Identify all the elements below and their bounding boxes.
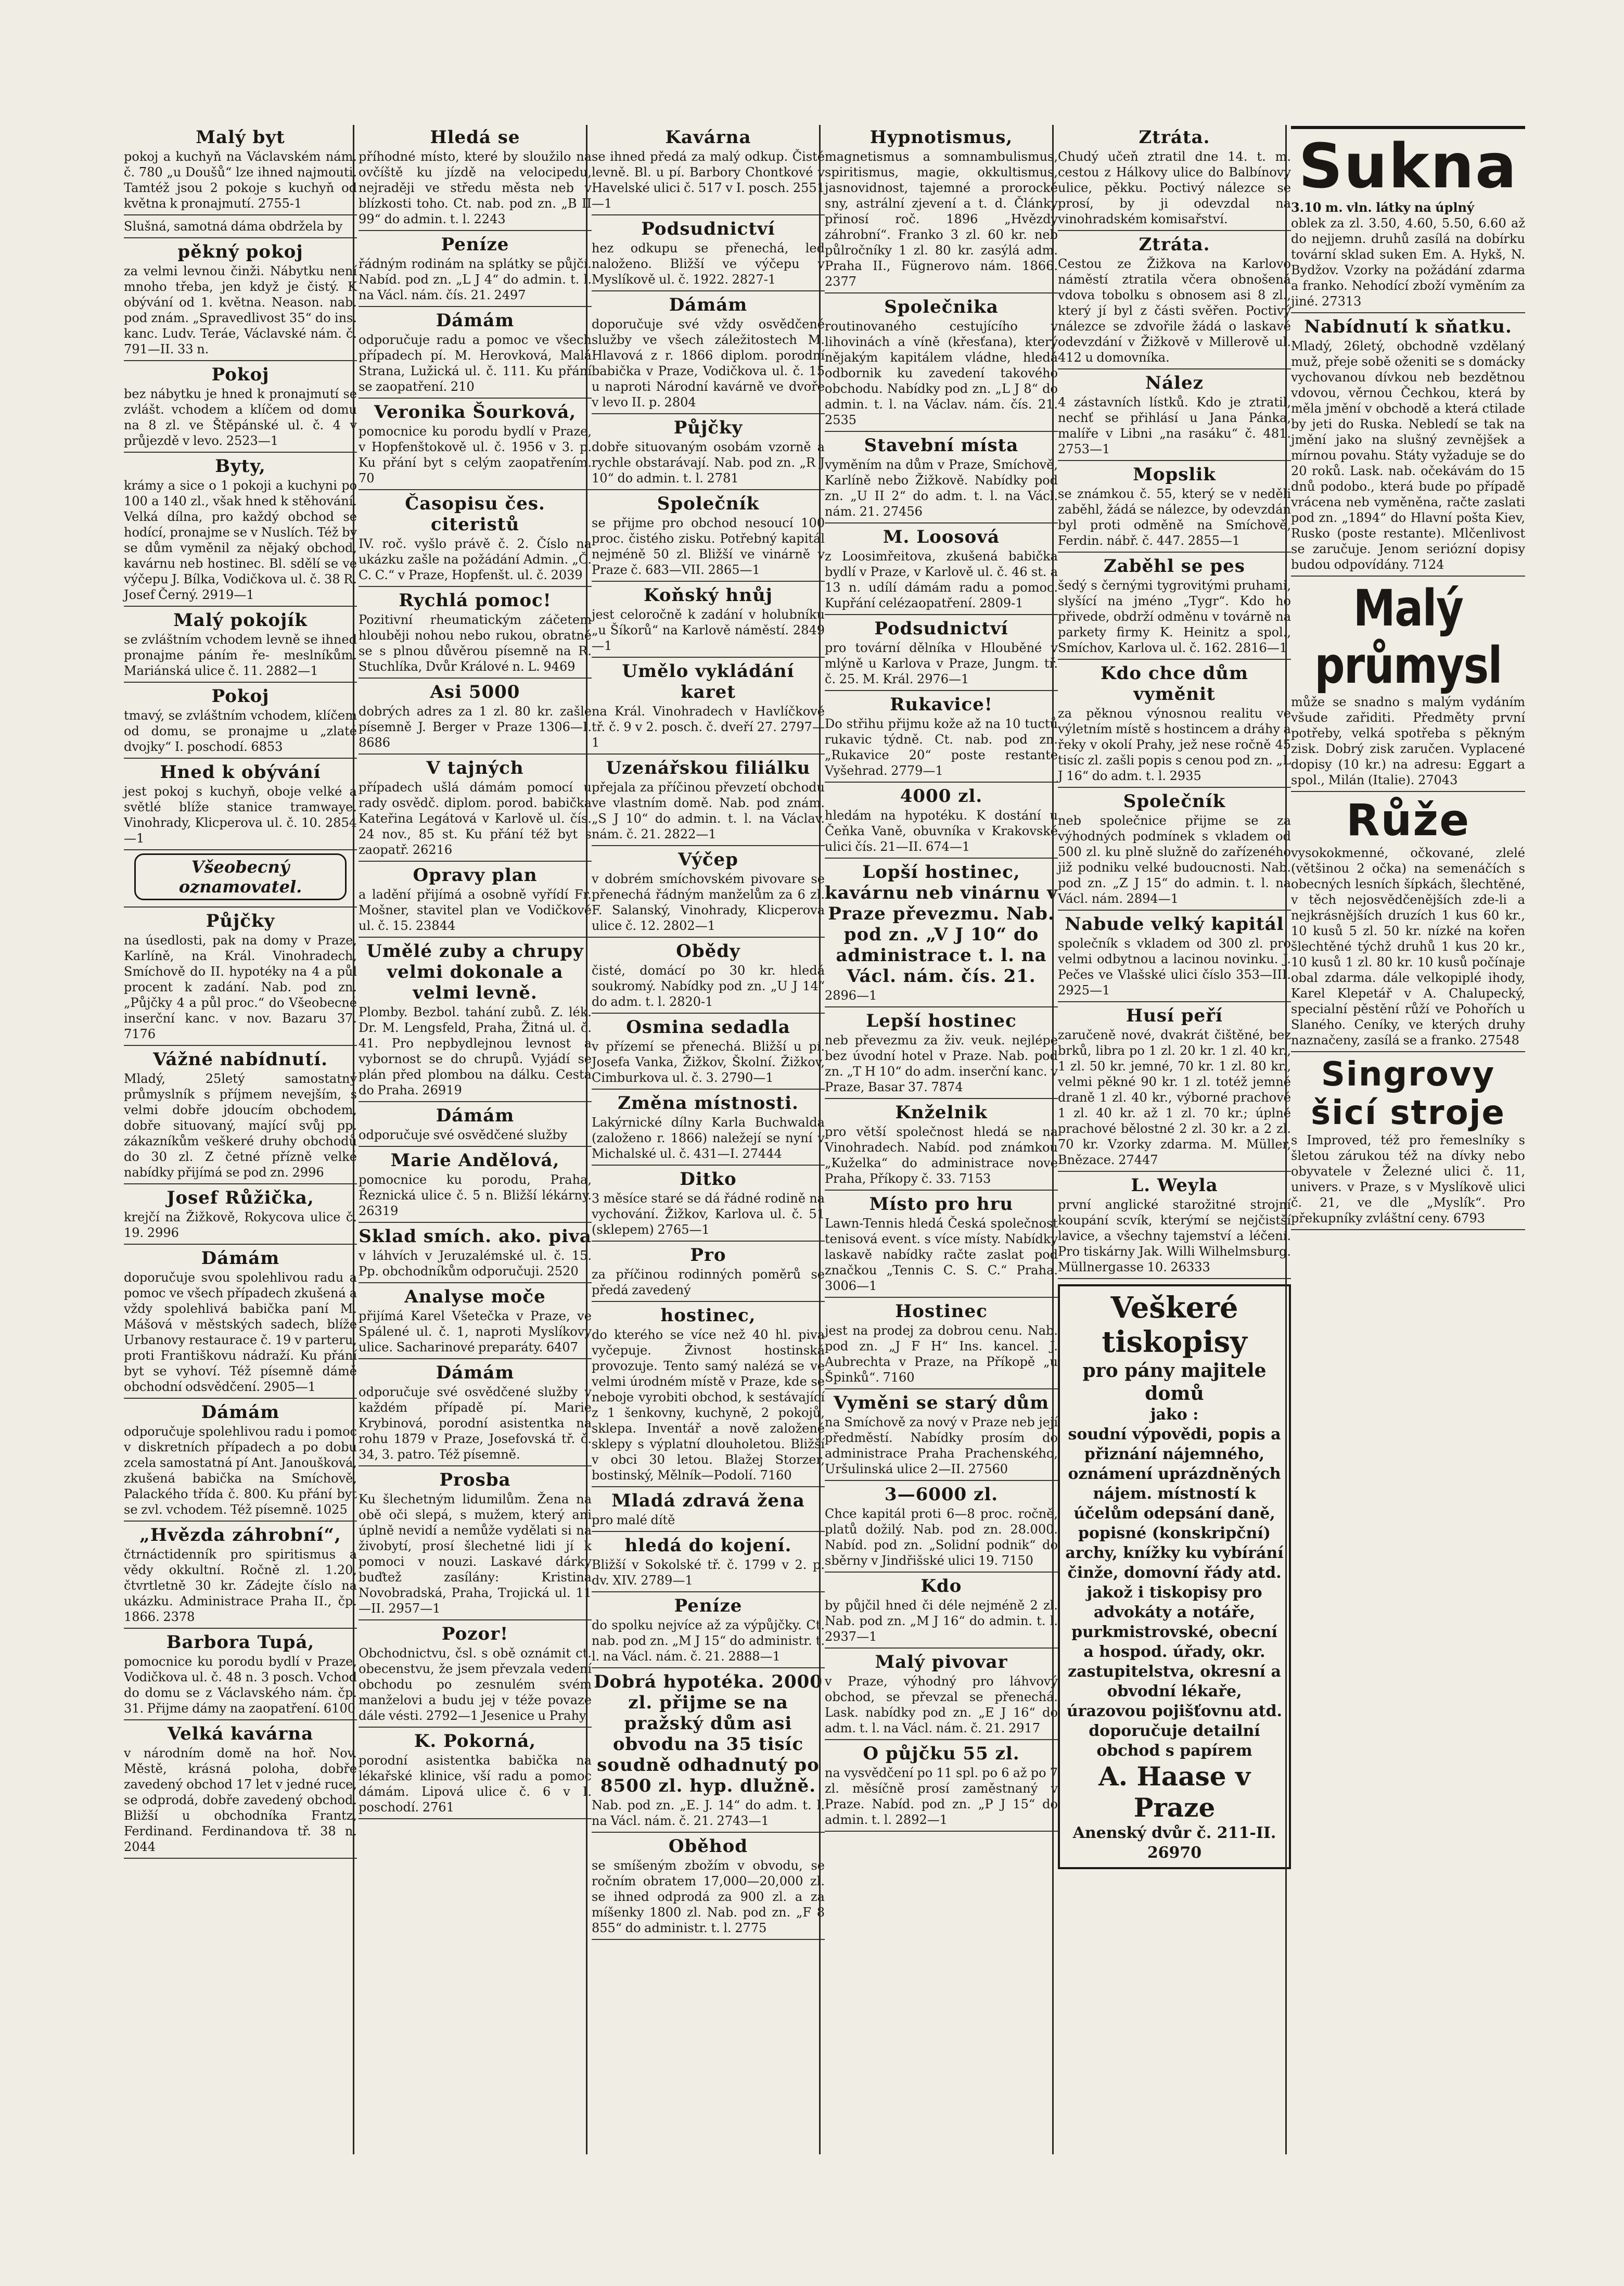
tiskopisy-line-2: jakož i tiskopisy pro: [1086, 1583, 1262, 1602]
classified-ad: [592, 1093, 825, 1166]
ad-heading: Výčep: [678, 849, 738, 870]
ad-body: vyměním na dům v Praze, Smíchově, Karlíně nebo Žižkově. Nabídky pod zn. „U II 2“ do adm. t. l. na Václ. nám. 21. 27456: [825, 457, 1058, 519]
tiskopisy-title: Veškeré tiskopisy: [1102, 1291, 1247, 1359]
ad-heading: Barbora Tupá,: [166, 1632, 315, 1653]
ad-body: Chudý učeň ztratil dne 14. t. m. cestou z Hálkovy ulice do Balbínovy ulice, pěkku. Poctivý nálezce se prosí, by ji odevzdal na vinohradském komisařství.: [1058, 149, 1291, 226]
ad-body: v dobrém smíchovském pivovare se přenechá řádným manželům za 6 zl. F. Salanský, Vinohrady, Klicperova ulice č. 12. 2802—1: [592, 872, 825, 933]
ad-body: doporučuje své vždy osvědčené služby ve všech záležitostech M. Hlavová z r. 1866 diplom. porodní babička v Praze, Vodičkova ul. č. 15 u naproti Národní kavárně ve dvoře v levo II. p. 2804: [592, 317, 825, 410]
classified-ad: [592, 849, 825, 938]
tiskopisy-subtitle: pro pány majitele domů: [1082, 1360, 1267, 1404]
ad-heading: Mladá zdravá žena: [611, 1490, 805, 1511]
ad-heading: Hostinec: [895, 1301, 988, 1322]
ad-body: čtrnáctidenník pro spiritismus a vědy okkultní. Ročně zl. 1.20, čtvrtletně 30 kr. Zádejte číslo na ukázku. Administrace Praha II., čp. 1866. 2378: [124, 1547, 357, 1624]
ad-body: z Loosimřeitova, zkušená babička bydlí v Praze, v Karlově ul. č. 46 st. a 13 n. udílí dámám radu a pomoc. Kupřání celézaopatření. 2809-1: [825, 549, 1058, 610]
classified-ad: [359, 1624, 592, 1728]
classified-ad: [359, 1362, 592, 1466]
classified-ad: [592, 1490, 825, 1532]
ad-heading: Peníze: [441, 234, 509, 255]
ad-body: do spolku nejvíce až za výpůjčky. Ct. nab. pod zn. „M J 15“ do administr. t. l. na Václ. nám. č. 21. 2888—1: [592, 1618, 825, 1664]
ad-body: odporučuje radu a pomoc ve všech případech pí. M. Herovková, Malá Strana, Lužická ul. č. 111. Ku přání se zaopatření. 210: [359, 333, 592, 394]
ad-heading: Ztráta.: [1139, 127, 1210, 148]
classified-ad: [825, 527, 1058, 615]
ad-heading: Uzenářskou filiálku: [606, 758, 811, 778]
ad-body: se přijme pro obchod nesoucí 100 proc. čistého zisku. Potřebný kapitál nejméně 50 zl. Bližší ve vinárně v Praze č. 683—VII. 2865—1: [592, 516, 825, 577]
ad-body: na Smíchově za nový v Praze neb její předměstí. Nabídky prosím do administrace Praha Prachenského, Uršulinská ulice 2—II. 27560: [825, 1415, 1058, 1476]
classified-ad: [592, 219, 825, 291]
ad-heading: Josef Růžička,: [167, 1187, 314, 1208]
ad-body: pro tovární dělníka v Hlouběné v mlýně u Karlova v Praze, Jungm. tř. č. 25. M. Král. 2976—1: [825, 641, 1058, 686]
tiskopisy-line-3: advokáty a notáře, purkmistrovské, obecní a hospod. úřady, okr. zastupitelstva, okresní a obvodní lékaře, úrazovou pojišťovnu atd.: [1066, 1603, 1282, 1720]
ad-body: pro větší společnost hledá se na Vinohradech. Nabíd. pod známkou „Kuželka“ do administrace nove Praha, Příkopy č. 33. 7153: [825, 1125, 1058, 1186]
ad-body: s Improved, též pro řemeslníky s šletou zárukou též na dívky nebo obyvatele v Železné ulici č. 11, univers. v Praze, s v Myslíkově ulici č. 21, ve dle „Myslík“. Pro překupníky zvláštní ceny. 6793: [1291, 1133, 1525, 1225]
ad-heading: Kavárna: [665, 127, 751, 148]
tiskopisy-signature: A. Haase v Praze: [1098, 1761, 1251, 1823]
ad-body: Pozitivní rheumatickým záčetem hlouběji nohou nebo rukou, obratně se s plnou důvěrou písemně na R. Stuchlíka, Dvůr Králové n. L. 9469: [359, 612, 592, 674]
ad-heading: Hledá se: [430, 127, 520, 148]
ad-body: magnetismus a somnambulismus, spiritismus, magie, okkultismus, jasnovidnost, tajemné a prorocké sny, astrální zjevení a t. d. Články přinosí roč. 1896 „Hvězdy záhrobní“. Franko 3 zl. 60 kr. neb půlročníky 1 zl. 80 kr. zasýlá adm. Praha II., Fügnerovo nám. 1866. 2377: [825, 149, 1058, 289]
column-2: [353, 125, 596, 2154]
ad-heading: Sklad smích. ako. piva: [359, 1226, 592, 1247]
classified-ad: [592, 295, 825, 414]
ad-body: Ku šlechetným lidumilům. Žena na obě oči slepá, s mužem, který ani úplně nevidí a nemůže vydělati si na živobytí, prosí šlechetné lidi jí k pomoci v nouzi. Laskavé dárky buďtež zasílány: Kristina Novobradská, Praha, Trojická ul. 11—II. 2957—1: [359, 1492, 592, 1616]
ad-body: odporučuje spolehlivou radu i pomoc v diskretních případech a po dobu zcela samostatná pí Ant. Janoušková, zkušená babička na Smíchově, Palackého třída č. 800. Ku přání byt se zvl. vchodem. Též písemně. 1025: [124, 1424, 357, 1517]
classified-ad: [1058, 1005, 1291, 1172]
classified-ad: [359, 1286, 592, 1359]
ad-heading: Velká kavárna: [167, 1723, 314, 1744]
ad-heading: Mopslik: [1133, 464, 1216, 485]
ad-body: v přízemí se přenechá. Bližší u pí. Josefa Vanka, Žižkov, Školní. Žižkov, Cimburkova ul. č. 3. 2790—1: [592, 1039, 825, 1085]
ad-body: hledám na hypotéku. K dostání u Čeňka Vaně, obuvníka v Krakovské ulici čís. 21—II. 674—1: [825, 808, 1058, 854]
ad-heading: Stavební místa: [864, 435, 1019, 456]
ad-heading: Husí peří: [1126, 1005, 1223, 1026]
ad-heading: Dámám: [669, 295, 748, 315]
sukna-rule: [1291, 126, 1525, 129]
ad-body: za příčinou rodinných poměrů se předá zavedený: [592, 1267, 825, 1297]
ad-heading: Společník: [1123, 791, 1226, 812]
ad-heading: Veronika Šourková,: [374, 402, 577, 423]
ad-body: jest pokoj s kuchyň, oboje velké a světlé blíže stanice tramwaye. Vinohrady, Klicperova ul. č. 10. 2854—1: [124, 784, 357, 846]
ad-heading: Oběhod: [668, 1836, 748, 1857]
ad-body: se ihned předá za malý odkup. Čisté levně. Bl. u pí. Barbory Chontkové v Havelské ulici č. 517 v I. posch. 2551—1: [592, 149, 825, 211]
classified-ad: [124, 1525, 357, 1629]
classified-ad: [592, 1245, 825, 1302]
classified-ad: [592, 417, 825, 490]
classified-ad: [825, 1484, 1058, 1573]
ad-body: může se snadno s malým vydáním všude zařiditi. Předměty první potřeby, velká spotřeba s pěkným zisk. Dobrý zisk zaručen. Vyplacené dopisy (10 kr.) na adresu: Eggart a spol., Milán (Italie). 27043: [1291, 695, 1525, 787]
classified-ad: [124, 219, 357, 238]
ad-heading: Zaběhl se pes: [1104, 556, 1245, 577]
classified-ad: [825, 435, 1058, 523]
column-1: [120, 125, 361, 2154]
ad-body: bez nábytku je hned k pronajmutí se zvlášt. vchodem a klíčem od domu na 8 zl. ve Štěpánské ul. č. 4 v průjezdě v levo. 2523—1: [124, 387, 357, 448]
ad-heading: Osmina sedadla: [626, 1017, 790, 1038]
classified-ad: [124, 1402, 357, 1522]
sukna-heading: Sukna: [1298, 130, 1518, 202]
classified-ad: [124, 364, 357, 453]
classified-ad: [592, 758, 825, 846]
ad-body: šedý s černými tygrovitými pruhami, slyšící na jméno „Tygr“. Kdo ho přivede, obdrží odměnu v továrně na parkety firmy K. Heinitz a spol., Smíchov, Karlova ul. č. 162. 2816—1: [1058, 578, 1291, 655]
ad-heading: Pro: [690, 1245, 726, 1266]
ad-body: pomocnice ku porodu bydlí v Praze, Vodičkova ul. č. 48 n. 3 posch. Vchod do domu se z Václavského nám. čp. 31. Přijme dámy na zaopatření. 6100: [124, 1654, 357, 1716]
ad-body: Bližší v Sokolské tř. č. 1799 v 2. p. dv. XIV. 2789—1: [592, 1557, 825, 1588]
classified-ad: [359, 941, 592, 1102]
ad-heading: Peníze: [674, 1595, 743, 1616]
ad-body: IV. roč. vyšlo právě č. 2. Číslo na ukázku zašle na požádání Admin. „Č. C. C.“ v Praze, Hopfenšt. ul. č. 2039: [359, 537, 592, 582]
ad-heading: Dámám: [201, 1248, 280, 1269]
ad-maly-prumysl: [1291, 694, 1525, 792]
classified-ad: [1058, 914, 1291, 1002]
ad-heading: Malý byt: [196, 127, 285, 148]
classified-ad: [825, 127, 1058, 293]
classified-ad: [1058, 234, 1291, 369]
classified-ad: [124, 456, 357, 607]
ad-heading: Knželnik: [895, 1102, 988, 1123]
ad-body: Lawn-Tennis hledá Česká společnost tenisová event. s více místy. Nabídky laskavě nabídky račte zaslat pod značkou „Tennis C. S. C.“ Praha. 3006—1: [825, 1216, 1058, 1293]
ad-body: 3 měsíce staré se dá řádné rodině na vychování. Žižkov, Karlova ul. č. 51 (sklepem) 2765—1: [592, 1191, 825, 1237]
singrovy-heading: Singrovy šicí stroje: [1311, 1055, 1505, 1132]
ad-heading: Nález: [1145, 373, 1204, 393]
ad-body: krámy a sice o 1 pokoji a kuchyni po 100 a 140 zl., však hned k stěhování. Velká dílna, pro každý obchod se hodící, pronajme se v Nuslích. Též by se dům vyměnil za nějaký obchod, kavárnu neb hostinec. Bl. sdělí se ve výčepu J. Bílka, Vodičkova ul. č. 38 R. Josef Černý. 2919—1: [124, 478, 357, 602]
classified-ad: [1058, 556, 1291, 660]
ad-heading: Pokoj: [211, 686, 270, 707]
ad-body: Lakýrnické dílny Karla Buchwalda (založeno r. 1866) naležejí se nyní v Michalské ul. č. 431—I. 27444: [592, 1115, 825, 1161]
ad-heading: Malý pivovar: [875, 1652, 1008, 1672]
ad-body: pro malé dítě: [592, 1513, 675, 1527]
classified-ad: [592, 127, 825, 215]
classified-ad: [592, 1671, 825, 1833]
ad-body: vysokokmenné, očkované, zlelé (většinou 2 očka) na semenáčích s obecných lesních šípkách, šlechtěné, v těch nejosvědčenějších zde-li a nejkrásnějších druzích 1 kus 60 kr., 10 kusů 5 zl. 50 kr. nízké na kořen šlechtěné týchž druhů 1 kus 20 kr., 10 kusů 1 zl. 80 kr. 10 kusů počínaje obal zdarma. dále velkopiplé ihody, Karel Klepetář v A. Chalupecký, specialní pěstění růží ve Pohořích u Slaného. Ceníky, ve kterých druhy naznačeny, zasílá se a franko. 27548: [1291, 846, 1525, 1048]
ad-heading: K. Pokorná,: [414, 1731, 536, 1752]
ad-heading: pěkný pokoj: [177, 241, 303, 262]
classified-ad: [359, 1105, 592, 1147]
classified-ad: [592, 1535, 825, 1592]
ad-body: jest celoročně k zadání v holubníku „u Šíkorů“ na Karlově náměstí. 2849—1: [592, 607, 825, 653]
ad-heading: Lepší hostinec: [866, 1011, 1017, 1031]
ad-body: Obchodnictvu, čsl. s obě oznámit ct. obecenstvu, že jsem převzala vedení obchodu po zesnulém svém manželovi a budu jej v téže povaze dále vésti. 2792—1 Jesenice u Prahy.: [359, 1646, 592, 1723]
classified-ad: [825, 1011, 1058, 1099]
ad-body: pomocnice ku porodu, Praha, Řeznická ulice č. 5 n. Bližší lékárny. 26319: [359, 1172, 592, 1218]
ad-body: zaručeně nové, dvakrát čištěné, bez brků, libra po 1 zl. 20 kr. 1 zl. 40 kr., 1 zl. 50 kr. jemné, 70 kr. 1 zl. 80 kr., velmi pěkné 90 kr. 1 zl. totéž jemné draně 1 zl. 40 kr., výborné prachové 1 zl. 40 kr. až 1 zl. 70 kr.; úplně prachové bělostné 2 zl. 30 kr. a 2 zl. 70 kr. Vzorky zdarma. M. Müller, Bnězace. 27447: [1058, 1028, 1291, 1167]
ad-body: Chce kapitál proti 6—8 proc. ročně, platů dožilý. Nab. pod zn. 28.000. Nabíd. pod zn. „Solidní podnik“ do sběrny v Jindřišské ulici 19. 7150: [825, 1506, 1058, 1568]
classified-ad: [825, 1743, 1058, 1832]
ad-body: v národním domě na hoř. Nov. Městě, krásná poloha, dobře zavedený obchod 17 let v jedné ruce, se odprodá, dobře zavedený obchod. Bližší u obchodníka Frantz, Ferdinand. Ferdinandova tř. 38 n. 2044: [124, 1746, 357, 1854]
ad-body: společník s vkladem od 300 zl. pro velmi odbytnou a lacinou novinku. J. Pečes ve Vlašské ulici číslo 353—III. 2925—1: [1058, 936, 1291, 998]
ad-heading: Marie Andělová,: [390, 1150, 560, 1171]
classified-ad: [825, 1393, 1058, 1481]
ad-heading: Půjčky: [673, 417, 743, 438]
tiskopisy-ad: [1058, 1284, 1291, 1869]
ad-heading: hledá do kojení.: [624, 1535, 792, 1556]
ad-heading: Místo pro hru: [869, 1194, 1014, 1215]
ad-body: za velmi levnou činži. Nábytku není mnoho třeba, jen když je čistý. K obývání od 1. května. Neason. nab. pod znám. „Spravedlivost 35“ do ins. kanc. Ludv. Teráe, Václavské nám. č. 791—II. 33 n.: [124, 264, 357, 356]
ad-body: za pěknou výnosnou realitu ve výletním místě s hostincem a dráhy a řeky v okolí Prahy, jež nese ročně 45 tisíc zl. zašli popis s cenou pod zn. „L J 16“ do adm. t. l. 2935: [1058, 706, 1291, 783]
classified-ad: [124, 853, 357, 908]
ad-heading: Pokoj: [211, 364, 270, 385]
ad-body: přijímá Karel Všetečka v Praze, ve Spálené ul. č. 1, naproti Myslíkovy ulice. Sacharinové preparáty. 6407: [359, 1309, 592, 1355]
ad-body: se smíšeným zbožím v obvodu, se ročním obratem 17,000—20,000 zl. se ihned odprodá za 900 zl. a za míšenky 1800 zl. Nab. pod zn. „F 8 855“ do administr. t. l. 2775: [592, 1858, 825, 1935]
classified-ad: [124, 1187, 357, 1245]
classified-ad: [1058, 464, 1291, 553]
ad-heading: Ditko: [680, 1169, 737, 1190]
newspaper-page: [120, 125, 1525, 2154]
ad-body: v láhvích v Jeruzalémské ul. č. 15. Pp. obchodníkům odporučuji. 2520: [359, 1248, 592, 1279]
classified-ad: [825, 786, 1058, 859]
ad-heading: Analyse moče: [404, 1286, 546, 1307]
ad-heading: Dámám: [201, 1402, 280, 1423]
ad-body: neb společnice přijme se za výhodných podmínek s vkladem od 500 zl. ku plně služně do zařízeného již podniku velké budoucnosti. Nab. pod zn. „Z J 15“ do admin. t. l. na Václ. nám. 2894—1: [1058, 813, 1291, 906]
classified-ad: [359, 310, 592, 399]
classified-ad: [1058, 663, 1291, 788]
ad-body: routinovaného cestujícího v lihovinách a víně (křesťana), který nějakým kapitálem vládne, hledá odbornik ku zavedení takového obchodu. Nabídky pod zn. „L J 8“ do admin. t. l. na Václav. nám. čís. 21. 2535: [825, 319, 1058, 427]
classified-ad: [592, 585, 825, 658]
ad-body: případech ušlá dámám pomocí u rady osvědč. diplom. porod. babička Kateřina Legátová v Karlově ul. čís. 24 nov., 85 st. Ku přání též byt s zaopatř. 26216: [359, 780, 592, 857]
ad-heading: Dámám: [436, 1362, 515, 1383]
ad-heading: Ztráta.: [1139, 234, 1210, 255]
classified-ad: [592, 1169, 825, 1242]
classified-ad: [359, 234, 592, 307]
tiskopisy-line-4: doporučuje detailní obchod s papírem: [1089, 1722, 1260, 1760]
classified-ad: [825, 1301, 1058, 1389]
classified-ad: [592, 1305, 825, 1487]
ad-heading: Časopisu čes. citeristů: [405, 493, 545, 535]
ad-body: hez odkupu se přenechá, led naloženo. Bližší ve výčepu v Myslíkově ul. č. 1922. 2827-1: [592, 241, 825, 287]
classified-ad: [592, 1595, 825, 1668]
ad-singrovy: [1291, 1132, 1525, 1230]
ad-heading: Podsudnictví: [874, 618, 1008, 639]
ad-heading: Vyměni se starý dům: [833, 1393, 1050, 1413]
classified-ad: [825, 618, 1058, 691]
classified-ad: [124, 127, 357, 215]
ad-body: pomocnice ku porodu bydlí v Praze, v Hopfenštokově ul. č. 1956 v 3. p. Ku přání byt s celým zaopatřením. 70: [359, 424, 592, 486]
ad-body: porodní asistentka babička na lékařské klinice, vší radu a pomoc dámám. Lipová ulice č. 6 v I. poschodí. 2761: [359, 1753, 592, 1815]
ad-heading: Podsudnictví: [641, 219, 775, 239]
ad-heading: Dámám: [436, 310, 515, 331]
ad-body: čisté, domácí po 30 kr. hledá soukromý. Nabídky pod zn. „U J 14“ do adm. t. l. 2820-1: [592, 963, 825, 1009]
ad-heading: Opravy plan: [413, 865, 538, 886]
ad-body: doporučuje svou spolehlivou radu a pomoc ve všech případech zkušená a vždy spolehlivá babička paní M. Mášová v městských sadech, blíže Urbanovy restaurace č. 19 v parteru, proti Františkovu nádraží. Ku přání byt se vyhoví. Též písemně dámě obchodní odsvědčení. 2905—1: [124, 1270, 357, 1394]
classified-ad: [1058, 127, 1291, 231]
ad-heading: Obědy: [676, 941, 740, 962]
ad-body: tmavý, se zvláštním vchodem, klíčem od domu, se pronajme u „zlaté dvojky“ I. poschodí. 6853: [124, 708, 357, 754]
classified-ad: [592, 493, 825, 582]
ad-body: přejala za příčinou převzetí obchodu ve vlastním domě. Nab. pod znám. „S J 10“ do admin. t. l. na Václav. nám. č. 21. 2822—1: [592, 780, 825, 841]
ad-heading: Hned k obývání: [160, 762, 321, 783]
ad-heading: Byty,: [215, 456, 266, 477]
column-4: [819, 125, 1062, 2154]
classified-ad: [359, 682, 592, 755]
ad-body: řádným rodinám na splátky se půjčí. Nabíd. pod zn. „L J 4“ do admin. t. l. na Václ. nám. čís. 21. 2497: [359, 257, 592, 302]
ad-body: odporučuje své osvědčené služby v každém případě pí. Marie Krybinová, porodní asistentka na rohu 1879 v Praze, Josefovská tř. č. 34, 3. patro. Též písemně.: [359, 1385, 592, 1462]
classified-ad: [359, 127, 592, 231]
classified-ad: [359, 402, 592, 490]
column-3: [586, 125, 829, 2154]
classified-ad: [124, 1632, 357, 1720]
ad-heading: Dobrá hypotéka. 2000 zl. přijme se na pražský dům asi obvodu na 35 tisíc soudně odhadnutý po 8500 zl. hyp. dlužně.: [594, 1671, 823, 1796]
ad-heading: „Hvězda záhrobní“,: [139, 1525, 341, 1546]
classified-ad: [592, 661, 825, 755]
ad-heading: hostinec,: [660, 1305, 756, 1326]
ruze-heading: Růže: [1346, 795, 1470, 846]
ad-body: na úsedlosti, pak na domy v Praze, Karlíně, na Král. Vinohradech, Smíchově do II. hypotéky na 4 a půl procent k zadání. Nab. pod zn. „Půjčky 4 a půl proc.“ do Všeobecné inserční kanc. v nov. Bazaru 37. 7176: [124, 933, 357, 1041]
ad-body: dobrých adres za 1 zl. 80 kr. zašle písemně J. Berger v Praze 1306—I. 8686: [359, 704, 592, 750]
ad-heading: Rukavice!: [890, 694, 993, 715]
tiskopisy-jako: jako :: [1150, 1406, 1199, 1424]
ad-heading: Umělo vykládání karet: [622, 661, 795, 703]
ad-heading: Nabude velký kapitál: [1065, 914, 1284, 935]
ad-heading: 3—6000 zl.: [884, 1484, 999, 1505]
ad-body: Mladý, 26letý, obchodně vzdělaný muž, přeje sobě oženiti se s domácky vychovanou dívkou neb bezdětnou vdovou, věrnou Čechkou, která by měla jmění v obchodě a která ctilade by jeti do Ruska. Nebledí se tak na jmění jako na slušný zevnějšek a mírnou povahu. Státy vyžaduje se do 20 roků. Lask. nab. očekávám do 15 dnů podobo., která bude po případě vrácena neb vyměněna, račte zaslati pod zn. „1894“ do Hlavní pošta Kiev, Rusko (poste restante). Mlčenlivost se zaručuje. Jenom seriózní dopisy budou odpovídány. 7124: [1291, 339, 1525, 572]
classified-ad: [825, 694, 1058, 783]
ad-heading: Malý pokojík: [173, 610, 308, 631]
ad-body: Do střihu přijmu kože až na 10 tuctů rukavic týdně. Ct. nab. pod zn. „Rukavice 20“ poste restante Vyšehrad. 2779—1: [825, 717, 1058, 778]
ad-body: se známkou č. 55, který se v neděli zaběhl, žádá se nálezce, by odevzdán byl proti odměně na Smíchově, Ferdin. nábř. č. 447. 2855—1: [1058, 487, 1291, 548]
maly-prumysl-heading: Malý průmysl: [1314, 579, 1502, 695]
classified-ad: [825, 862, 1058, 1007]
classified-ad: [124, 241, 357, 361]
column-5: [1052, 125, 1295, 2154]
ad-heading: Kdo chce dům vyměnit: [1101, 663, 1248, 705]
classified-ad: [592, 941, 825, 1014]
ad-heading: Společník: [657, 493, 760, 514]
ad-body: Mladý, 25letý samostatný průmyslník s příjmem nevejším, s velmi dobře jdoucím obchodem, dobře situovaný, mající svůj pp. zákazníkům veškeré druhy obchodů do 30 zl. Z četné přízně velké nabídky přijímá se pod zn. 2996: [124, 1071, 357, 1180]
ad-body: první anglické starožitné strojní koupání scvík, kterýmí se nejčistší lavice, a všechny tajemství a léčení. Pro tiskárny Jak. Willi Wilhelmsburg. Müllnergasse 10. 26333: [1058, 1197, 1291, 1274]
ad-heading: Půjčky: [206, 911, 275, 931]
ad-heading: Vážné nabídnutí.: [153, 1049, 328, 1070]
ad-heading: Společnika: [884, 297, 999, 317]
classified-ad: [124, 911, 357, 1046]
ad-heading: Dámám: [436, 1105, 515, 1126]
classified-ad: [359, 1470, 592, 1620]
ad-body: příhodné místo, které by sloužilo na ovčíště ku jízdě na velocipedu, nejraději ve středu města neb v blízkosti toho. Ct. nab. pod zn. „B II 99“ do admin. t. l. 2243: [359, 149, 592, 226]
ad-snatek: [1291, 316, 1525, 577]
classified-ad: [124, 1248, 357, 1399]
ad-heading: Pozor!: [441, 1624, 509, 1644]
classified-ad: [359, 1226, 592, 1283]
ad-body: 4 zástavních lístků. Kdo je ztratil, nechť se přihlásí u Jana Pánka, malíře v Libni „na rasáku“ č. 481. 2753—1: [1058, 395, 1291, 456]
ad-body: krejčí na Žižkově, Rokycova ulice č. 19. 2996: [124, 1210, 357, 1240]
classified-ad: [359, 1731, 592, 1819]
ad-heading: 4000 zl.: [900, 786, 983, 807]
classified-ad: [825, 1652, 1058, 1740]
ad-heading: Prosba: [439, 1470, 511, 1490]
ad-body: by půjčil hned či déle nejméně 2 zl. Nab. pod zn. „M J 16“ do admin. t. l. 2937—1: [825, 1598, 1058, 1644]
ad-heading: Lopší hostinec, kavárnu neb vinárnu v Praze převezmu. Nab. pod zn. „V J 10“ do administrace t. l. na Václ. nám. čís. 21.: [825, 862, 1058, 987]
ad-heading: Hypnotismus,: [869, 127, 1013, 148]
ad-body: a ladění přijímá a osobně vyřídí Fr. Mošner, stavitel plan ve Vodičkově ul. č. 15. 23844: [359, 887, 592, 933]
classified-ad: [592, 1836, 825, 1940]
classified-ad: [124, 762, 357, 850]
section-label: Všeobecný oznamovatel.: [134, 853, 347, 900]
classified-ad: [124, 1049, 357, 1184]
classified-ad: [124, 686, 357, 759]
ad-heading: Kdo: [920, 1576, 962, 1597]
ad-body: 2896—1: [825, 988, 877, 1003]
ad-heading: L. Weyla: [1131, 1175, 1218, 1196]
ad-body: se zvláštním vchodem levně se ihned pronajme páním ře- meslníkům. Mariánská ulice č. 11. 2882—1: [124, 632, 357, 678]
ad-heading: Umělé zuby a chrupy velmi dokonale a velmi levně.: [366, 941, 584, 1003]
classified-ad: [825, 297, 1058, 432]
ad-heading: O půjčku 55 zl.: [863, 1743, 1020, 1764]
ad-body: odporučuje své osvědčené služby: [359, 1128, 568, 1142]
classified-ad: [359, 758, 592, 862]
ad-body: dobře situovaným osobám vzorně a rychle obstarávají. Nab. pod zn. „R J 10“ do admin. t. l. 2781: [592, 440, 825, 486]
column-6: [1285, 125, 1529, 2154]
classified-ad: [359, 493, 592, 587]
ad-body: do kterého se více než 40 hl. piva vyčepuje. Živnost hostinská provozuje. Tento samý nalézá se ve velmi úrodném místě v Praze, kde se neboje vyrobiti obchod, k sestávající z 1 šenkovny, kuchyně, 2 pokojů, sklepa. Inventář a nově založené sklepy s výplatní dlouholetou. Bližší v obci 30 letou. Blažej Storzer, bostinský, Mělník—Podolí. 7160: [592, 1327, 825, 1483]
ad-sukna: [1291, 200, 1525, 313]
ad-heading: V tajných: [426, 758, 524, 778]
tiskopisy-address: Anenský dvůr č. 211-II. 26970: [1072, 1824, 1276, 1862]
ad-body: Nab. pod zn. „E. J. 14“ do adm. t. l. na Václ. nám. č. 21. 2743—1: [592, 1798, 825, 1828]
ad-ruze: [1291, 845, 1525, 1052]
classified-ad: [1058, 373, 1291, 461]
ad-heading: Změna místnosti.: [618, 1093, 799, 1114]
ad-heading: Asi 5000: [430, 682, 520, 703]
classified-ad: [1058, 1175, 1291, 1279]
ad-body: Plomby. Bezbol. tahání zubů. Z. lék. Dr. M. Lengsfeld, Praha, Žitná ul. č. 41. Pro nepbydlejnou levnost a vybornost se do chrupů. Vyjádí se plán před plombou na dálku. Cesta do Praha. 26919: [359, 1005, 592, 1097]
ad-heading: Nabídnutí k sňatku.: [1304, 316, 1512, 337]
classified-ad: [825, 1102, 1058, 1191]
classified-ad: [359, 865, 592, 938]
ad-heading: Rychlá pomoc!: [399, 590, 552, 611]
ad-heading: Koňský hnůj: [644, 585, 773, 606]
classified-ad: [124, 610, 357, 683]
ad-body: Cestou ze Žižkova na Karlovo náměstí ztratila včera obnošená vdova tobolku s obnosem asi 8 zl., který jí byl z části svěřen. Poctivý nálezce se zdvořile žádá o laskavé odevzdání v Žižkově v Millerově ul. 412 u domovníka.: [1058, 257, 1291, 365]
classified-ad: [359, 1150, 592, 1223]
classified-ad: [124, 1723, 357, 1859]
ad-heading: M. Loosová: [883, 527, 1000, 547]
ad-body: v Praze, výhodný pro láhvový obchod, se převzal se přenechá. Lask. nabídky pod zn. „E J 16“ do adm. t. l. na Václ. nám. č. 21. 2917: [825, 1674, 1058, 1735]
ad-body: jest na prodej za dobrou cenu. Nab. pod zn. „J F H“ Ins. kancel. J. Aubrechta v Praze, na Příkopě „u Špinků“. 7160: [825, 1323, 1058, 1385]
ad-body: na vysvědčení po 11 spl. po 6 až po 7 zl. měsíčně prosí zaměstnaný v Praze. Nabíd. pod zn. „P J 15“ do admin. t. l. 2892—1: [825, 1766, 1058, 1827]
classified-ad: [1058, 791, 1291, 911]
classified-ad: [592, 1017, 825, 1090]
classified-ad: [825, 1576, 1058, 1649]
ad-body: 3.10 m. vln. látky na úplný: [1291, 200, 1474, 215]
ad-body: na Král. Vinohradech v Havlíčkově tř. č. 9 v 2. posch. č. dveří 27. 2797—1: [592, 704, 825, 750]
ad-body: oblek za zl. 3.50, 4.60, 5.50, 6.60 až do nejjemn. druhů zasílá na dobírku tovární sklad suken Em. A. Hykš, N. Bydžov. Vzorky na požádání zdarma a franko. Nehodící zboží vyměním za jiné. 27313: [1291, 216, 1525, 309]
tiskopisy-line-1: soudní výpovědi, popis a přiznání nájemného, oznámení uprázdněných nájem. místností k účelům odepsání daně, popisné (konskripční) archy, knížky ku vybírání činže, domovní řády atd.: [1065, 1425, 1284, 1582]
classified-ad: [825, 1194, 1058, 1298]
ad-body: Slušná, samotná dáma obdržela by: [124, 219, 343, 234]
ad-body: pokoj a kuchyň na Václavském nám. č. 780 „u Doušů“ lze ihned najmouti. Tamtéž jsou 2 pokoje s kuchyň od května k pronajmutí. 2755-1: [124, 149, 357, 211]
ad-body: neb převezmu za živ. veuk. nejlépe bez úvodní hotel v Praze. Nab. pod zn. „T H 10“ do adm. inserční kanc. v Praze, Basar 37. 7874: [825, 1033, 1058, 1094]
classified-ad: [359, 590, 592, 679]
